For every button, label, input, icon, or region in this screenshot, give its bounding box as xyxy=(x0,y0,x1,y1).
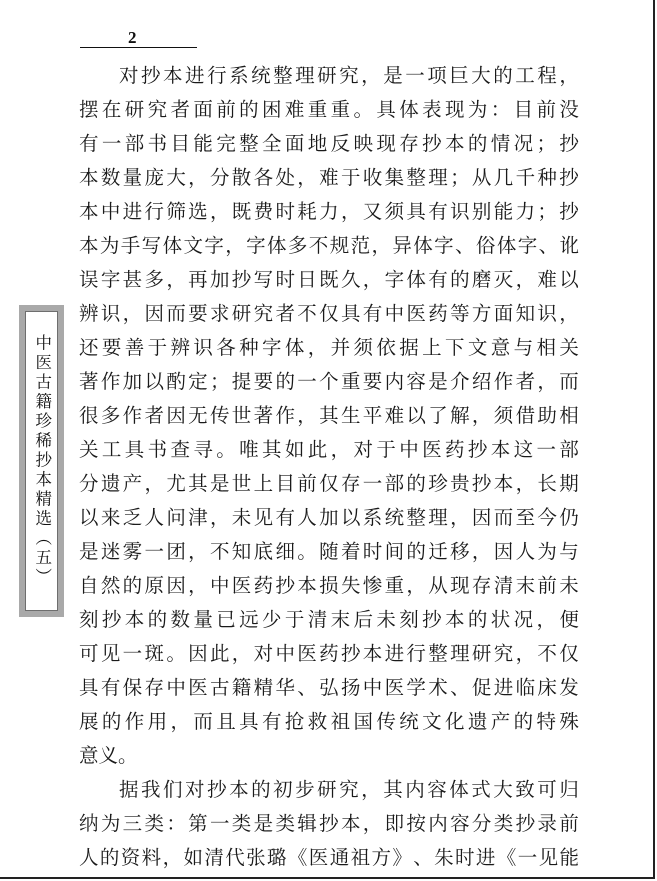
text-line: 很 多 作 者 因 无 传 世 著 作 ， 其 生 平 难 以 了 解 ， 须 借 助 相 xyxy=(79,404,579,427)
text-line: 刻 抄 本 的 数 量 已 远 少 于 清 末 后 未 刻 抄 本 的 状 况 ， 便 xyxy=(79,608,579,631)
side-tab-inner xyxy=(25,311,58,611)
text-line: 据 我 们 对 抄 本 的 初 步 研 究 ， 其 内 容 体 式 大 致 可 归 xyxy=(119,778,579,801)
text-line: 有 一 部 书 目 能 完 整 全 面 地 反 映 现 存 抄 本 的 情 况 ； 抄 xyxy=(79,132,579,155)
text-line: 分 遗 产 ， 尤 其 是 世 上 目 前 仅 存 一 部 的 珍 贵 抄 本 ， 长 期 xyxy=(79,472,579,495)
page-number: 2 xyxy=(128,28,137,47)
text-line: 本 中 进 行 筛 选 ， 既 费 时 耗 力 ， 又 须 具 有 识 别 能 力 ； 抄 xyxy=(79,200,579,223)
text-line: 关 工 具 书 查 寻 。 唯 其 如 此 ， 对 于 中 医 药 抄 本 这 一 部 xyxy=(79,438,579,461)
text-line: 误 字 甚 多 ， 再 加 抄 写 时 日 既 久 ， 字 体 有 的 磨 灭 ， 难 以 xyxy=(79,268,579,291)
text-line: 具 有 保 存 中 医 古 籍 精 华 、 弘 扬 中 医 学 术 、 促 进 临 床 发 xyxy=(79,676,579,699)
text-line: 摆 在 研 究 者 面 前 的 困 难 重 重 。 具 体 表 现 为 ： 目 前 没 xyxy=(79,98,579,121)
text-line: 可 见 一 斑 。 因 此 ， 对 中 医 药 抄 本 进 行 整 理 研 究 ， 不 仅 xyxy=(79,642,579,665)
text-line: 著 作 加 以 酌 定 ； 提 要 的 一 个 重 要 内 容 是 介 绍 作 者 ， 而 xyxy=(79,370,579,393)
header-rule xyxy=(80,47,197,48)
text-line: 展 的 作 用 ， 而 且 具 有 抢 救 祖 国 传 统 文 化 遗 产 的 特 殊 xyxy=(79,710,579,733)
book-series-title: 中医古籍珍稀抄本精选（五） xyxy=(32,334,52,588)
text-line: 本 为 手 写 体 文 字 ， 字 体 多 不 规 范 ， 异 体 字 、 俗 体 字 、 讹 xyxy=(79,234,579,257)
text-line: 辨 识 ， 因 而 要 求 研 究 者 不 仅 具 有 中 医 药 等 方 面 知 识 ， xyxy=(79,302,579,325)
text-line: 自 然 的 原 因 ， 中 医 药 抄 本 损 失 惨 重 ， 从 现 存 清 末 前 未 xyxy=(79,574,579,597)
body-text xyxy=(79,59,579,875)
text-line: 意义。 xyxy=(79,744,138,767)
text-line: 人 的 资 料 ， 如 清 代 张 璐 《 医 通 祖 方 》 、 朱 时 进 《 一 见 能 xyxy=(79,846,579,869)
text-line: 本 数 量 庞 大 ， 分 散 各 处 ， 难 于 收 集 整 理 ； 从 几 千 种 抄 xyxy=(79,166,579,189)
text-line: 对 抄 本 进 行 系 统 整 理 研 究 ， 是 一 项 巨 大 的 工 程 ， xyxy=(119,64,579,87)
side-tab xyxy=(19,305,64,617)
text-line: 是 迷 雾 一 团 ， 不 知 底 细 。 随 着 时 间 的 迁 移 ， 因 人 为 与 xyxy=(79,540,579,563)
text-line: 以 来 乏 人 问 津 ， 未 见 有 人 加 以 系 统 整 理 ， 因 而 至 今 仍 xyxy=(79,506,579,529)
text-line: 还 要 善 于 辨 识 各 种 字 体 ， 并 须 依 据 上 下 文 意 与 相 关 xyxy=(79,336,579,359)
text-line: 纳 为 三 类 ： 第 一 类 是 类 辑 抄 本 ， 即 按 内 容 分 类 抄 录 前 xyxy=(79,812,579,835)
